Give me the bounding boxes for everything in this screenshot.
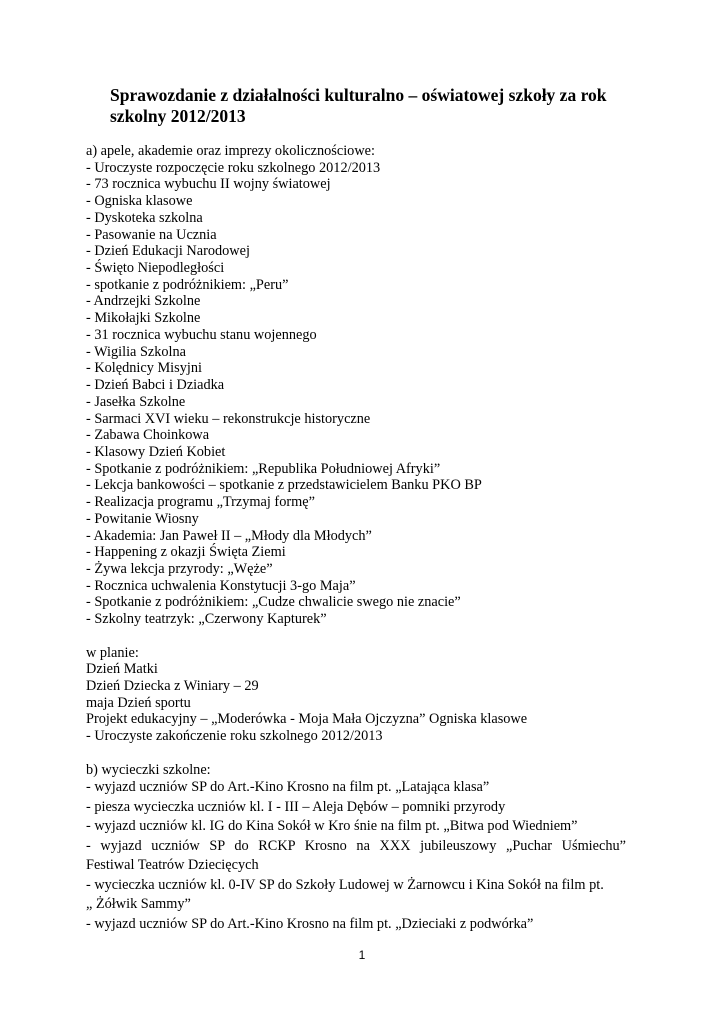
list-item: - wycieczka uczniów kl. 0-IV SP do Szkoły Ludowej w Żarnowcu i Kina Sokół na film pt. — [86, 876, 604, 893]
list-item: - Żywa lekcja przyrody: „Węże” — [86, 560, 273, 577]
list-item: - Uroczyste rozpoczęcie roku szkolnego 2012/2013 — [86, 159, 381, 176]
list-item: - piesza wycieczka uczniów kl. I - III – Aleja Dębów – pomniki przyrody — [86, 798, 506, 815]
list-item: - Spotkanie z podróżnikiem: „Republika Południowej Afryki” — [86, 460, 441, 477]
list-item: Dzień Dziecka z Winiary – 29 — [86, 678, 259, 694]
list-item: - Realizacja programu „Trzymaj formę” — [86, 494, 315, 511]
list-item: - Pasowanie na Ucznia — [86, 226, 217, 243]
list-item: - Zabawa Choinkowa — [86, 427, 210, 444]
list-item: - Klasowy Dzień Kobiet — [86, 443, 226, 460]
list-item: „ Żółwik Sammy” — [86, 896, 191, 913]
spacer — [86, 745, 626, 762]
list-item: Projekt edukacyjny – „Moderówka - Moja Mała Ojczyzna” Ogniska klasowe — [86, 711, 528, 728]
list-item: Dzień Matki — [86, 661, 158, 678]
list-item: - 73 rocznica wybuchu II wojny światowej — [86, 176, 331, 193]
planned-heading: w planie: — [86, 644, 139, 661]
section-a-heading: a) apele, akademie oraz imprezy okolicznościowe: — [86, 143, 375, 159]
list-item: - Ogniska klasowe — [86, 193, 193, 210]
list-item: - Dyskoteka szkolna — [86, 209, 203, 226]
spacer — [86, 628, 626, 645]
list-item: - wyjazd uczniów kl. IG do Kina Sokół w Kro śnie na film pt. „Bitwa pod Wiedniem” — [86, 818, 578, 835]
section-b-list — [86, 778, 626, 934]
section-b-heading: b) wycieczki szkolne: — [86, 761, 211, 778]
document-body — [86, 143, 626, 934]
list-item: - wyjazd uczniów SP do Art.-Kino Krosno na film pt. „Dzieciaki z podwórka” — [86, 915, 534, 932]
list-item: - Wigilia Szkolna — [86, 343, 187, 360]
list-item: - Święto Niepodległości — [86, 260, 225, 277]
list-item: - wyjazd uczniów SP do RCKP Krosno na XXX jubileuszowy „Puchar Uśmiechu” — [86, 837, 626, 854]
list-item: - Akademia: Jan Paweł II – „Młody dla Młodych” — [86, 527, 372, 544]
list-item: - Rocznica uchwalenia Konstytucji 3-go Maja” — [86, 577, 356, 594]
page-title: Sprawozdanie z działalności kulturalno – oświatowej szkoły za rok szkolny 2012/2013 — [110, 85, 607, 126]
list-item: - Jasełka Szkolne — [86, 393, 186, 410]
list-item: - Szkolny teatrzyk: „Czerwony Kapturek” — [86, 611, 327, 628]
planned-list — [86, 661, 626, 745]
list-item: - Powitanie Wiosny — [86, 510, 199, 527]
list-item: - Andrzejki Szkolne — [86, 293, 201, 310]
page-number: 1 — [358, 948, 366, 962]
list-item: - Dzień Edukacji Narodowej — [86, 243, 250, 260]
list-item: - 31 rocznica wybuchu stanu wojennego — [86, 326, 317, 343]
list-item: - Mikołajki Szkolne — [86, 310, 201, 327]
list-item: - spotkanie z podróżnikiem: „Peru” — [86, 276, 289, 293]
list-item: - Happening z okazji Święta Ziemi — [86, 544, 286, 561]
list-item: Festiwal Teatrów Dziecięcych — [86, 857, 259, 874]
section-a-list — [86, 160, 626, 628]
list-item: - Sarmaci XVI wieku – rekonstrukcje historyczne — [86, 410, 371, 427]
list-item: maja Dzień sportu — [86, 694, 191, 711]
list-item: - wyjazd uczniów SP do Art.-Kino Krosno na film pt. „Latająca klasa” — [86, 779, 490, 796]
list-item: - Dzień Babci i Dziadka — [86, 377, 225, 394]
list-item: - Lekcja bankowości – spotkanie z przedstawicielem Banku PKO BP — [86, 477, 482, 494]
list-item: - Kolędnicy Misyjni — [86, 360, 202, 377]
list-item: - Uroczyste zakończenie roku szkolnego 2012/2013 — [86, 728, 383, 745]
list-item: - Spotkanie z podróżnikiem: „Cudze chwalicie swego nie znacie” — [86, 594, 461, 611]
